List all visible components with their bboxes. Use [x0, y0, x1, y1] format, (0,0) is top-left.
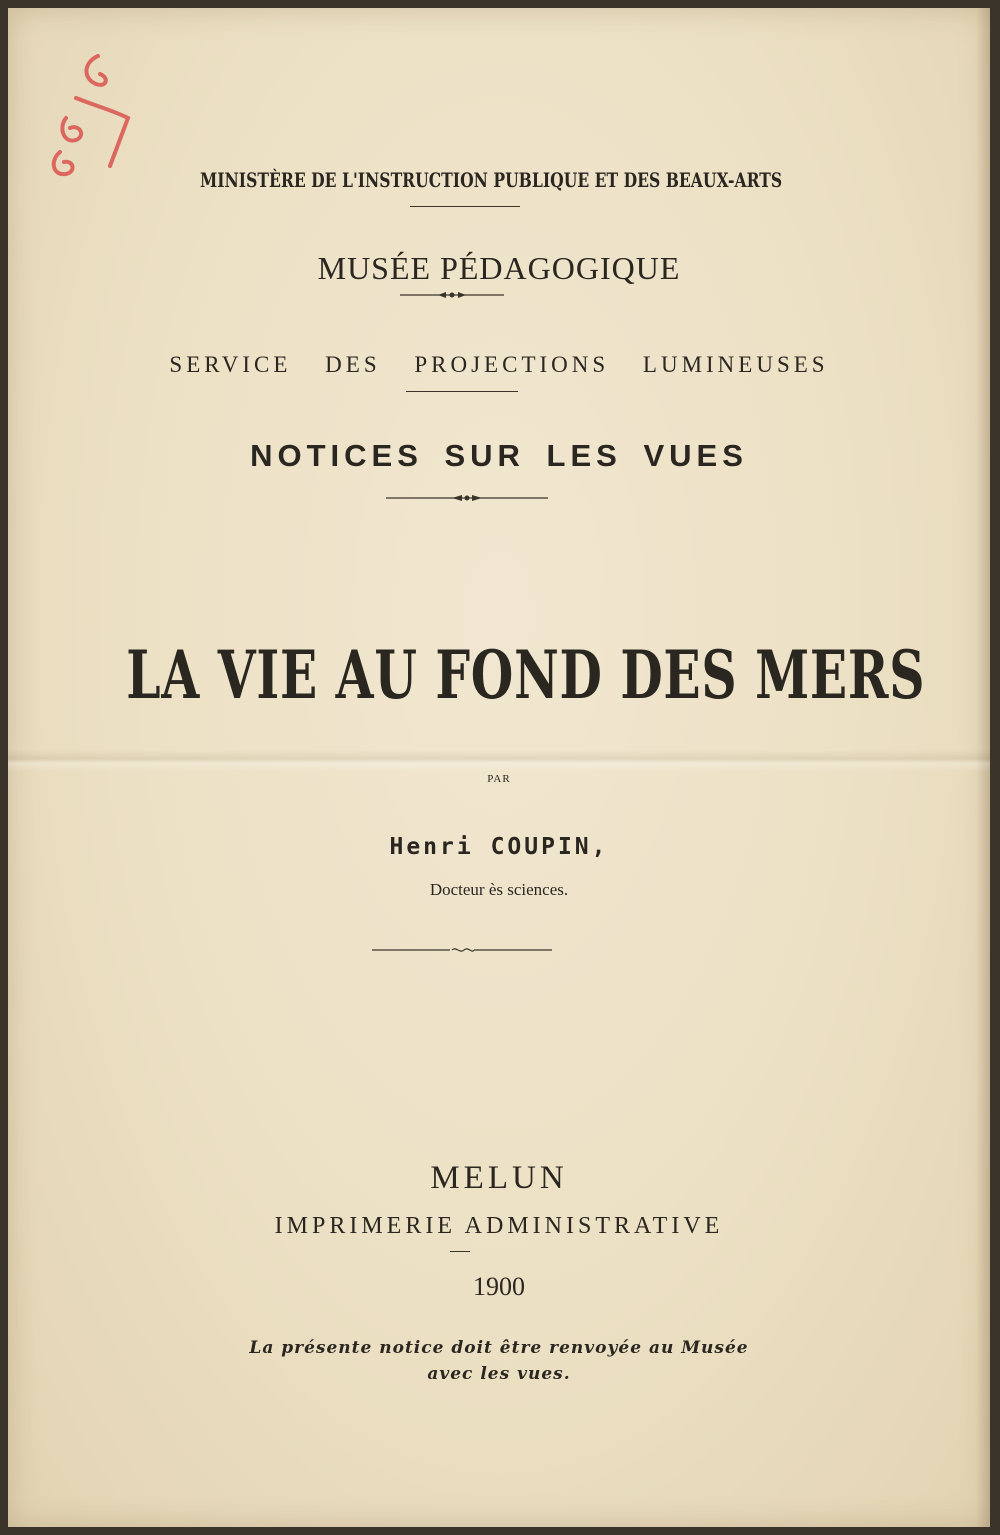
ornamental-divider [372, 945, 552, 955]
return-notice-line2: avec les vues. [427, 1364, 571, 1384]
return-notice-line1: La présente notice doit être renvoyée au Musée [249, 1338, 749, 1358]
imprint-city: MELUN [430, 1160, 568, 1196]
divider-rule [410, 206, 520, 207]
ornamental-divider [400, 290, 504, 300]
paper-fold [8, 750, 990, 772]
imprint-printer: IMPRIMERIE ADMINISTRATIVE [274, 1213, 724, 1239]
byline-par: PAR [487, 773, 511, 785]
divider-rule [450, 1251, 470, 1252]
service-heading: SERVICE DES PROJECTIONS LUMINEUSES [169, 352, 829, 377]
divider-rule [406, 391, 518, 392]
imprint-year: 1900 [473, 1272, 525, 1301]
main-title: LA VIE AU FOND DES MERS [126, 636, 926, 714]
document-page [8, 8, 990, 1527]
ornamental-divider [386, 493, 548, 503]
author-degree: Docteur ès sciences. [429, 880, 569, 899]
ministry-heading: MINISTÈRE DE L'INSTRUCTION PUBLIQUE ET DES BEAUX-ARTS [199, 168, 783, 192]
author-name: Henri COUPIN, [389, 834, 609, 860]
museum-heading: MUSÉE PÉDAGOGIQUE [317, 250, 681, 286]
series-heading: NOTICES SUR LES VUES [250, 438, 748, 473]
